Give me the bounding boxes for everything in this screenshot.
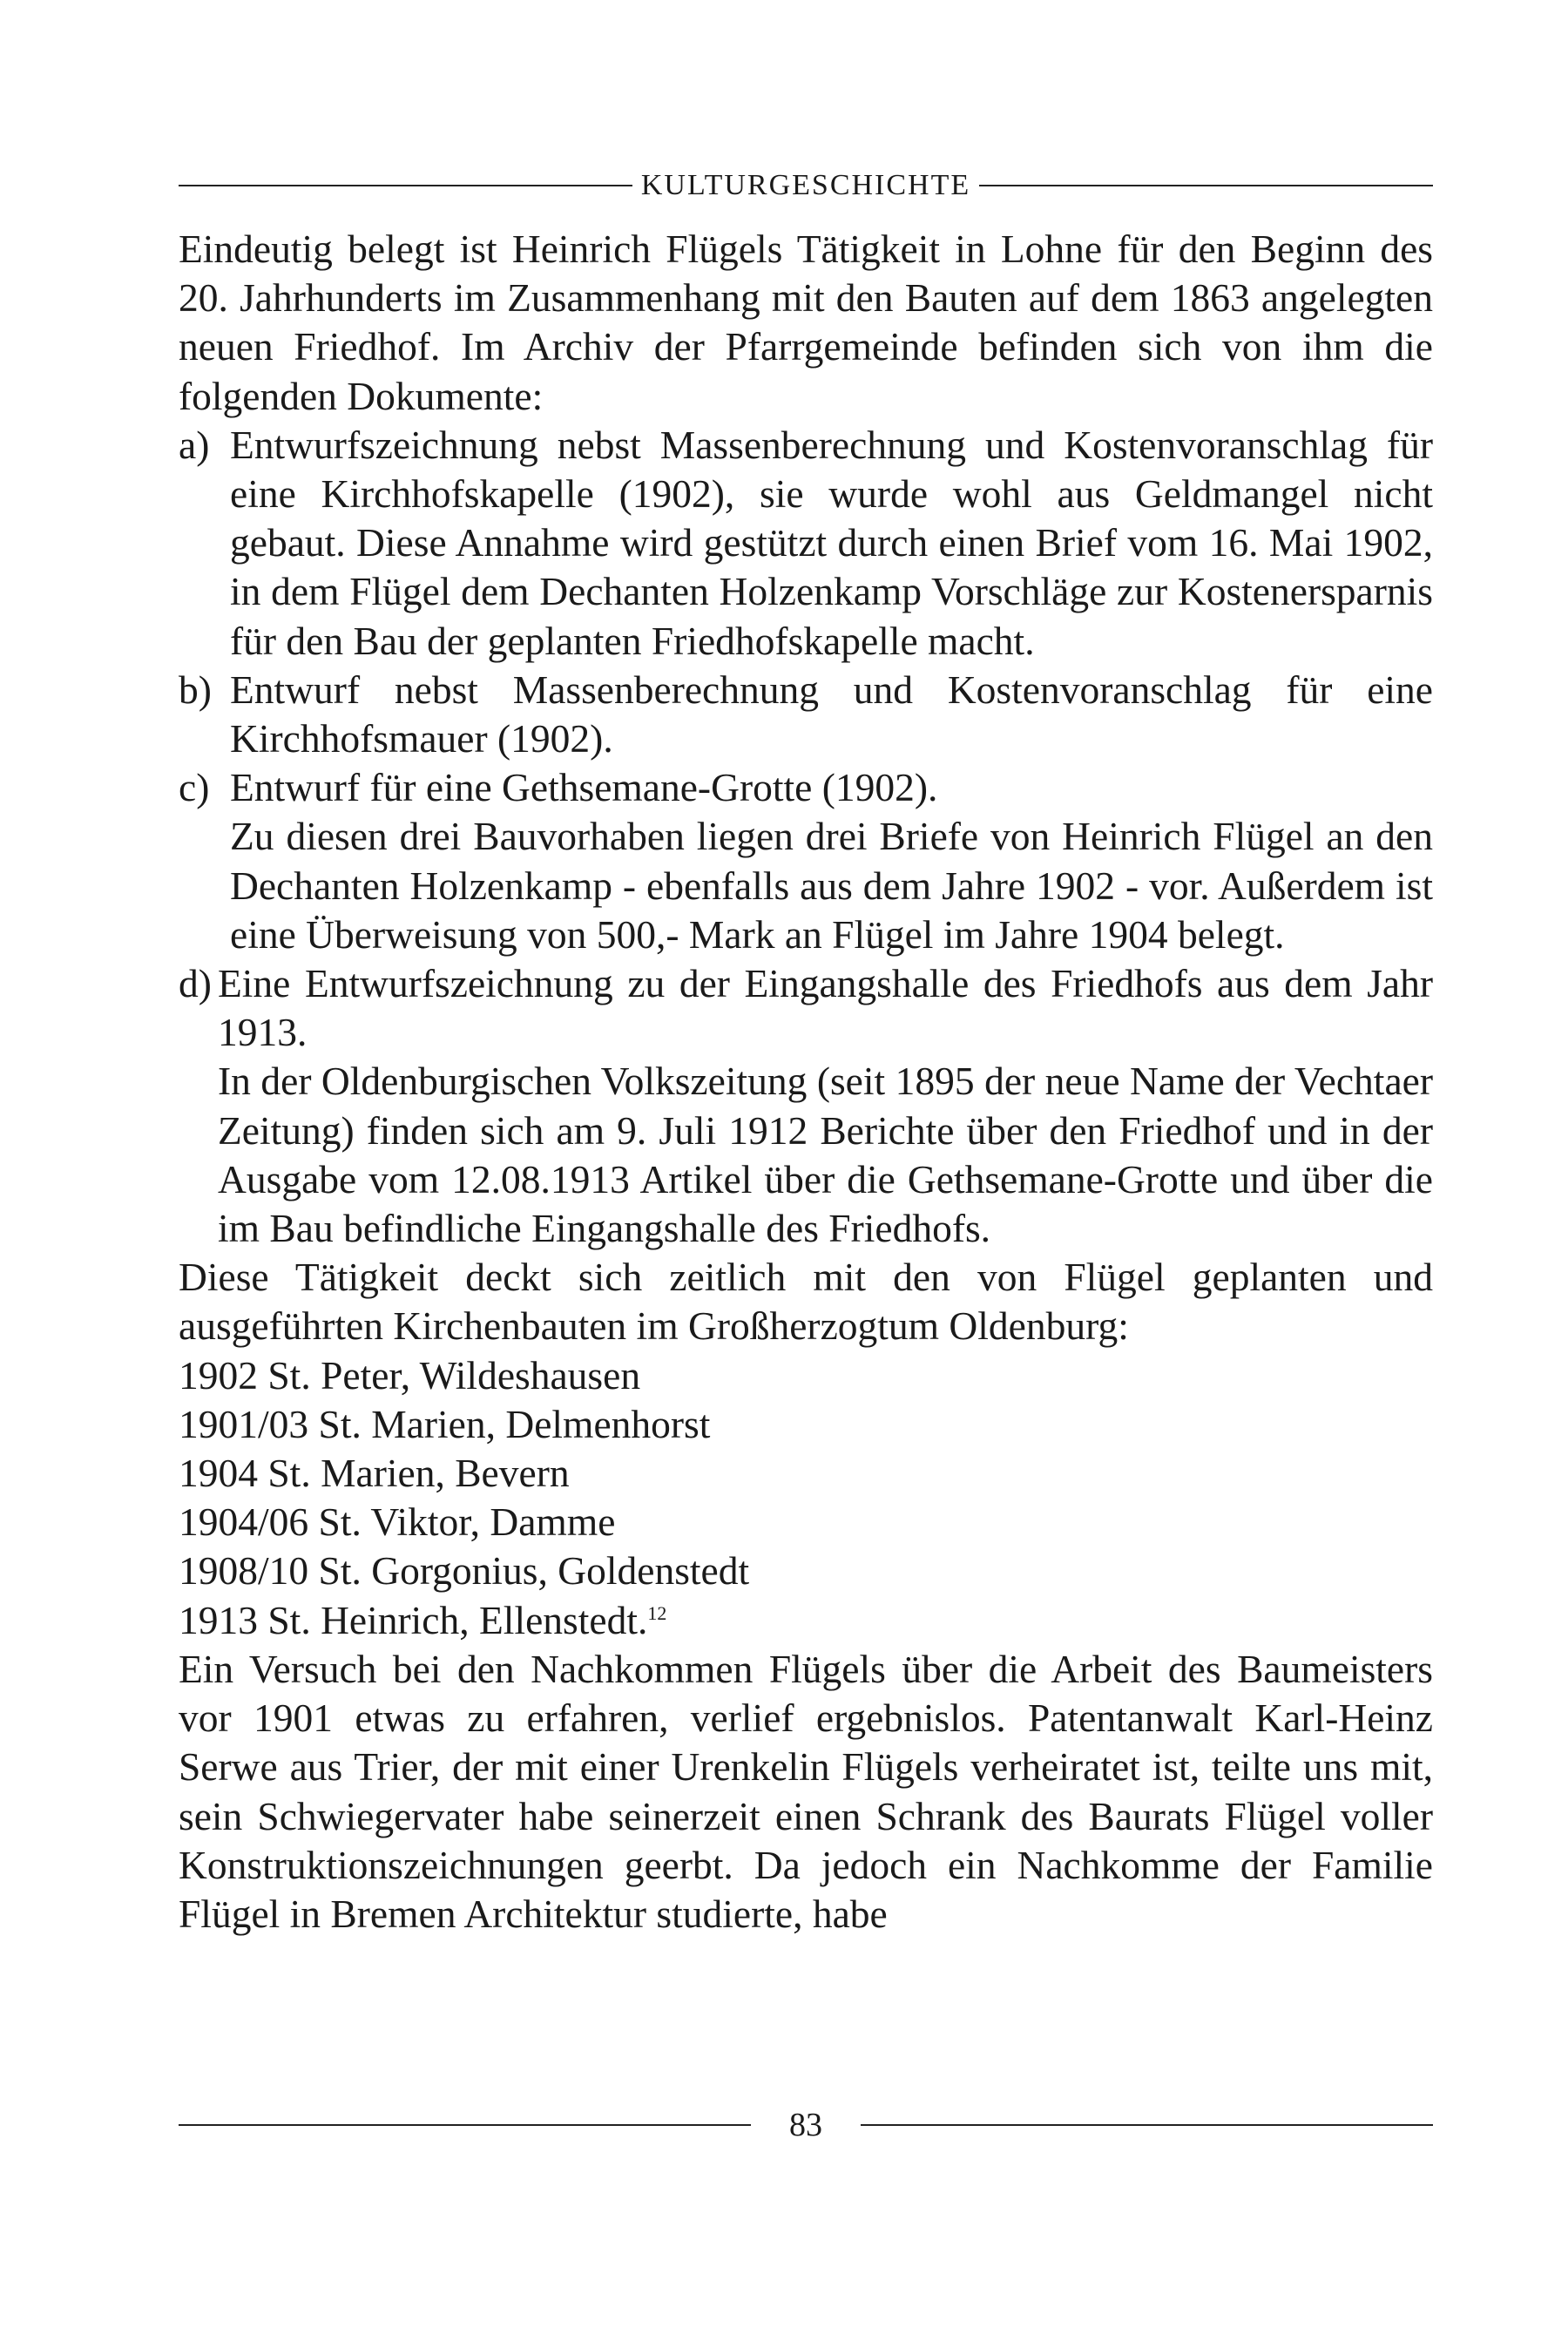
running-header <box>179 167 1433 204</box>
page-number: 83 <box>789 2107 822 2143</box>
list-item-d <box>179 959 1433 1057</box>
header-rule-left <box>179 185 632 186</box>
footnote-reference: 12 <box>647 1601 667 1624</box>
page-footer <box>179 2104 1433 2146</box>
list-marker-a: a) <box>179 422 210 467</box>
church-list-item-text: 1913 St. Heinrich, Ellenstedt. <box>179 1597 648 1642</box>
church-list-item: 1902 St. Peter, Wildeshausen <box>179 1352 641 1398</box>
list-item-a-text: Entwurfszeichnung nebst Massenberechnung und Kostenvoranschlag für eine Kirchhofskapelle (1902), sie wurde wohl aus Geldmangel nicht gebaut. Diese Annahme wird gestützt durch einen Brief vom 16. Mai 1902, in dem Flügel dem Dechanten Holzenkamp Vorschläge zur Kostenersparnis für den Bau der geplanten Friedhofskapelle macht. <box>230 422 1433 663</box>
intro-paragraph: Eindeutig belegt ist Heinrich Flügels Tätigkeit in Lohne für den Beginn des 20. Jahrhunderts im Zusammenhang mit den Bauten auf dem 1863 angelegten neuen Friedhof. Im Archiv der Pfarrgemeinde befinden sich von ihm die folgenden Dokumente: <box>179 227 1433 418</box>
list-marker-c: c) <box>179 765 210 810</box>
page-body <box>179 225 1433 1939</box>
church-list-item: 1904 St. Marien, Bevern <box>179 1451 570 1496</box>
footer-rule-right <box>861 2124 1433 2126</box>
header-rule-right <box>979 185 1433 186</box>
list-item-d-text: Eine Entwurfszeichnung zu der Eingangshalle des Friedhofs aus dem Jahr 1913. <box>218 961 1433 1055</box>
footer-rule-left <box>179 2124 751 2126</box>
church-list-item: 1908/10 St. Gorgonius, Goldenstedt <box>179 1548 750 1594</box>
transition-paragraph: Diese Tätigkeit deckt sich zeitlich mit den von Flügel geplanten und ausgeführten Kirchenbauten im Großherzogtum Oldenburg: <box>179 1255 1433 1349</box>
church-list-item-last <box>179 1596 1433 1645</box>
church-list <box>179 1351 1433 1645</box>
list-item-b <box>179 666 1433 763</box>
closing-paragraph: Ein Versuch bei den Nachkommen Flügels über die Arbeit des Baumeisters vor 1901 etwas zu erfahren, verlief ergebnislos. Patentanwalt Karl-Heinz Serwe aus Trier, der mit einer Urenkelin Flügels verheiratet ist, teilte uns mit, sein Schwiegervater habe seinerzeit einen Schrank des Baurats Flügel voller Konstruktionszeichnungen geerbt. Da jedoch ein Nachkomme der Familie Flügel in Bremen Architektur studierte, habe <box>179 1646 1433 1936</box>
church-list-item: 1904/06 St. Viktor, Damme <box>179 1499 616 1545</box>
running-header-title: KULTURGESCHICHTE <box>640 169 971 201</box>
list-item-d-note: In der Oldenburgischen Volkszeitung (seit 1895 der neue Name der Vechtaer Zeitung) finden sich am 9. Juli 1912 Berichte über den Friedhof und in der Ausgabe vom 12.08.1913 Artikel über die Gethsemane-Grotte und über die im Bau befindliche Eingangshalle des Friedhofs. <box>218 1059 1433 1251</box>
church-list-item: 1901/03 St. Marien, Delmenhorst <box>179 1401 711 1446</box>
list-marker-d: d) <box>179 961 212 1006</box>
list-item-a <box>179 421 1433 666</box>
list-item-c <box>179 763 1433 812</box>
list-marker-b: b) <box>179 667 212 712</box>
list-item-c-text: Entwurf für eine Gethsemane-Grotte (1902). <box>230 765 938 810</box>
list-item-c-note: Zu diesen drei Bauvorhaben liegen drei Briefe von Heinrich Flügel an den Dechanten Holzenkamp - ebenfalls aus dem Jahre 1902 - vor. Außerdem ist eine Überweisung von 500,- Mark an Flügel im Jahre 1904 belegt. <box>230 814 1433 957</box>
list-item-b-text: Entwurf nebst Massenberechnung und Kostenvoranschlag für eine Kirchhofsmauer (1902). <box>230 667 1433 761</box>
